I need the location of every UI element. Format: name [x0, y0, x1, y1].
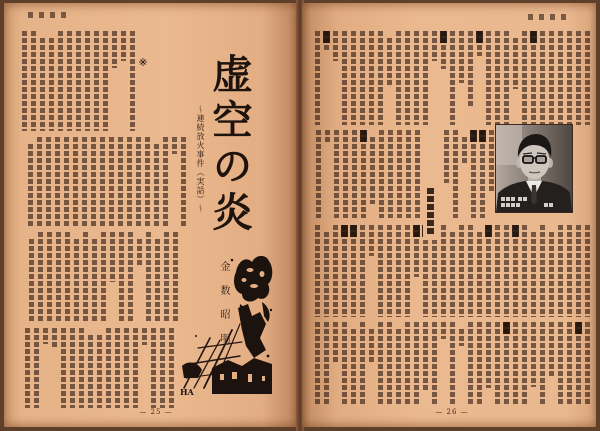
text-column [379, 130, 384, 218]
text-column [342, 225, 347, 317]
text-column [558, 322, 563, 404]
text-column [85, 31, 90, 131]
text-column [22, 31, 27, 131]
text-column [142, 328, 147, 345]
text-column [414, 322, 419, 404]
running-header [528, 14, 568, 20]
text-column [79, 328, 84, 408]
text-column [360, 322, 365, 404]
text-band [22, 328, 174, 408]
text-column [160, 328, 165, 408]
text-column [40, 38, 45, 131]
text-column [351, 329, 356, 404]
text-column [558, 31, 563, 125]
text-column [370, 137, 375, 204]
text-column [315, 225, 320, 317]
text-column [486, 31, 491, 125]
article-title: 虚空の炎 [206, 53, 253, 237]
text-band [312, 322, 590, 404]
text-column [37, 137, 42, 227]
lead-word-mark [476, 31, 483, 43]
text-column [397, 130, 402, 218]
text-column [106, 328, 111, 408]
text-column [342, 322, 347, 404]
text-column [119, 232, 124, 322]
text-column [441, 31, 446, 69]
text-column [34, 328, 39, 408]
text-column [101, 232, 106, 322]
text-column [97, 335, 102, 408]
text-column [405, 31, 410, 125]
text-column [549, 31, 554, 125]
text-column [576, 225, 581, 317]
text-column [585, 322, 590, 404]
text-column [558, 225, 563, 317]
portrait-photo [496, 125, 572, 212]
text-column [88, 335, 93, 408]
text-column [46, 137, 51, 227]
section-heading [423, 184, 438, 240]
text-column [103, 31, 108, 131]
text-column [378, 322, 383, 404]
text-column [495, 225, 500, 317]
text-column [334, 130, 339, 218]
text-column [585, 225, 590, 317]
text-column [468, 322, 473, 404]
text-column [172, 137, 177, 154]
text-column [414, 31, 419, 125]
text-column [531, 232, 536, 317]
text-column [549, 232, 554, 317]
text-column [471, 130, 476, 218]
text-column [74, 239, 79, 322]
section-heading-text [427, 188, 434, 236]
illustration-signature: HA [180, 387, 194, 397]
text-column [55, 137, 60, 227]
text-column [315, 322, 320, 404]
illustration-burning-building [238, 302, 270, 358]
text-column [405, 322, 410, 404]
text-column [61, 328, 66, 408]
page-number: — 25 — [139, 408, 173, 416]
text-column [522, 225, 527, 317]
text-column [91, 137, 96, 227]
lead-word-mark [503, 322, 510, 334]
text-column [136, 137, 141, 227]
text-column [155, 239, 160, 322]
text-column [477, 322, 482, 404]
text-column [115, 328, 120, 408]
reference-mark-icon [139, 58, 147, 66]
text-column [486, 225, 491, 317]
text-column [504, 322, 509, 404]
text-column [82, 137, 87, 227]
text-column [146, 232, 151, 322]
text-column [513, 225, 518, 317]
lead-word-mark [440, 31, 447, 43]
lead-word-mark [350, 225, 357, 237]
text-column [513, 322, 518, 404]
text-column [73, 137, 78, 227]
text-column [112, 31, 117, 68]
text-column [137, 239, 142, 265]
text-column [441, 322, 446, 339]
text-column [396, 225, 401, 317]
lead-word-mark [485, 225, 492, 237]
text-column [432, 31, 437, 61]
text-column [151, 328, 156, 408]
text-column [450, 31, 455, 125]
text-column [92, 239, 97, 322]
text-column [540, 322, 545, 404]
text-column [76, 31, 81, 131]
text-column [495, 322, 500, 404]
text-column [504, 31, 509, 125]
text-column [531, 31, 536, 125]
text-column [163, 137, 168, 227]
lead-word-mark [470, 130, 477, 142]
text-column [64, 137, 69, 227]
text-column [324, 232, 329, 317]
text-column [333, 225, 338, 317]
text-column [585, 31, 590, 125]
left-page [4, 3, 298, 427]
text-column [441, 225, 446, 317]
text-column [110, 232, 115, 282]
text-column [52, 328, 57, 348]
text-column [462, 137, 467, 164]
text-column [67, 31, 72, 131]
text-column [25, 328, 30, 408]
text-column [378, 225, 383, 317]
text-column [459, 31, 464, 83]
text-column [576, 322, 581, 404]
text-column [576, 31, 581, 125]
text-column [352, 130, 357, 218]
text-column [387, 225, 392, 317]
page-number: — 26 — [435, 408, 469, 416]
text-column [450, 232, 455, 317]
text-column [468, 225, 473, 317]
text-column [459, 329, 464, 346]
text-column [351, 31, 356, 125]
text-column [444, 130, 449, 183]
text-column [453, 130, 458, 218]
lead-word-mark [479, 130, 486, 142]
lead-word-mark [530, 31, 537, 43]
text-column [432, 322, 437, 404]
text-column [361, 130, 366, 218]
text-column [522, 31, 527, 125]
text-column [43, 328, 48, 344]
text-band [22, 31, 135, 131]
text-column [415, 130, 420, 218]
text-band [312, 31, 590, 125]
text-column [28, 144, 33, 227]
text-column [127, 137, 132, 227]
text-column [405, 225, 410, 317]
running-header [28, 12, 72, 18]
article-subtitle: 〜連続放火事件（実話）〜 [196, 105, 205, 213]
text-column [145, 137, 150, 227]
text-column [369, 31, 374, 125]
lead-word-mark [341, 225, 348, 237]
text-column [423, 322, 428, 390]
text-column [130, 31, 135, 131]
text-column [83, 232, 88, 322]
text-column [567, 322, 572, 404]
text-column [333, 31, 338, 61]
text-column [181, 137, 186, 227]
text-column [128, 232, 133, 322]
text-column [360, 31, 365, 125]
author-name: 金 数 昭 明 [218, 261, 229, 345]
text-column [495, 31, 500, 125]
text-column [100, 137, 105, 227]
text-column [387, 38, 392, 87]
text-column [480, 130, 485, 218]
text-column [325, 130, 330, 144]
text-column [164, 232, 169, 322]
lead-word-mark [323, 31, 330, 43]
text-band [440, 130, 494, 218]
text-band [312, 225, 590, 317]
text-column [477, 232, 482, 317]
text-column [342, 31, 347, 125]
text-column [406, 130, 411, 218]
text-column [169, 328, 174, 408]
text-band [312, 130, 420, 218]
text-column [351, 225, 356, 317]
text-column [29, 239, 34, 322]
text-column [70, 328, 75, 408]
text-column [343, 130, 348, 218]
text-column [315, 31, 320, 125]
text-column [414, 225, 419, 277]
text-column [316, 130, 321, 218]
text-column [477, 31, 482, 56]
text-column [423, 31, 428, 125]
text-column [378, 31, 383, 125]
text-column [109, 137, 114, 227]
text-column [468, 31, 473, 108]
text-column [567, 31, 572, 125]
text-column [396, 31, 401, 125]
text-column [567, 225, 572, 317]
text-column [333, 322, 338, 363]
text-column [49, 38, 54, 131]
text-column [133, 328, 138, 408]
text-column [450, 322, 455, 404]
text-column [121, 31, 126, 61]
ink-illustration [176, 252, 274, 398]
text-column [459, 225, 464, 317]
text-column [360, 225, 365, 317]
text-column [369, 225, 374, 256]
lead-word-mark [413, 225, 420, 237]
text-column [38, 232, 43, 322]
text-column [513, 38, 518, 89]
right-page [302, 3, 596, 427]
text-column [47, 232, 52, 322]
text-column [504, 225, 509, 317]
text-column [369, 329, 374, 362]
text-column [531, 322, 536, 387]
text-column [56, 232, 61, 322]
text-column [387, 322, 392, 404]
text-column [540, 31, 545, 125]
text-column [540, 225, 545, 317]
text-column [489, 130, 494, 191]
text-column [124, 328, 129, 408]
text-column [486, 322, 491, 388]
lead-word-mark [575, 322, 582, 334]
lead-word-mark [512, 225, 519, 237]
lead-word-mark [360, 130, 367, 142]
text-column [58, 31, 63, 131]
text-column [118, 137, 123, 227]
text-column [324, 322, 329, 404]
text-column [396, 329, 401, 404]
text-column [388, 130, 393, 218]
text-column [31, 31, 36, 131]
text-column [154, 144, 159, 227]
text-column [549, 322, 554, 376]
text-band [22, 137, 186, 227]
text-column [522, 322, 527, 404]
text-column [324, 31, 329, 51]
text-column [94, 31, 99, 131]
text-band [22, 232, 178, 322]
text-column [65, 232, 70, 322]
